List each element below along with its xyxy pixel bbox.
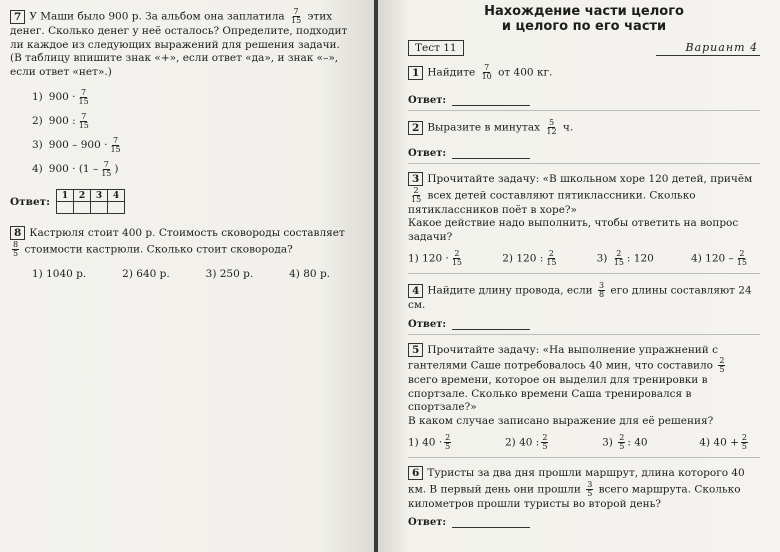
task-text: стоимости кастрюли. Сколько стоит сковорода? — [24, 243, 293, 255]
option: 3) 900 – 900 · $\frac{7}{15}$ — [32, 135, 121, 154]
option: 1) 1040 р. — [32, 267, 87, 280]
table-header: 1 — [57, 190, 74, 202]
task-number: 4 — [408, 284, 423, 298]
task-text: этих денег. Сколько денег у неё осталось? Определите, подходит ли каждое из следующих выражений для решения задачи. — [10, 10, 348, 51]
option: 2) 900 : $\frac{7}{15}$ — [32, 111, 89, 130]
answer-field: Ответ: — [408, 148, 760, 159]
test-header — [408, 40, 760, 56]
answer-label: Ответ: — [10, 195, 51, 208]
right-page — [378, 0, 780, 552]
task-number: 8 — [10, 226, 25, 240]
option: 2) 640 р. — [122, 267, 170, 280]
task-2: 2 Выразите в минутах $\frac{5}{12}$ ч. — [408, 119, 760, 136]
option: 2) 40 : $\frac{2}{5}$ — [504, 433, 548, 451]
option: 4) 80 р. — [289, 267, 330, 280]
task-number: 6 — [408, 466, 423, 480]
option: 4) 40 + $\frac{2}{5}$ — [699, 433, 747, 451]
task-1: 1 Найдите $\frac{7}{10}$ от 400 кг. — [408, 64, 760, 81]
test-label: Тест 11 — [408, 40, 464, 56]
answer-cell[interactable] — [108, 202, 125, 214]
option: 3) $\frac{2}{5}$ : 40 — [602, 433, 648, 451]
task-5: 5 Прочитайте задачу: «На выполнение упражнений с гантелями Саше потребовалось 40 мин, что составило $\frac{2}{5}$ всего времени, которое он выделил для тренировки в спортзале. Сколько времени Саша тренировался в спортзале?» В каком случае записано выражение для её решения? 1) 40 · $\frac{2}{5}$ 2) 40 : $\frac{2}{5}$ 3) $\frac{2}{5}$ : 40 4) 40 + $\frac{2}{5}$ — [408, 343, 760, 452]
task-number: 7 — [10, 10, 25, 24]
option: 3) 250 р. — [205, 267, 254, 280]
answer-block — [10, 189, 358, 214]
answer-input-line[interactable] — [452, 148, 530, 159]
table-header: 4 — [108, 190, 125, 202]
answer-input-line[interactable] — [452, 319, 530, 330]
fraction: $\frac{5}{12}$ — [546, 118, 557, 136]
options-list — [10, 85, 358, 181]
answer-field: Ответ: — [408, 95, 760, 106]
option: 2) 120 : $\frac{2}{15}$ — [502, 249, 557, 267]
task-7 — [10, 8, 358, 79]
answer-field: Ответ: — [408, 517, 760, 528]
fraction: $\frac{2}{5}$ — [719, 356, 725, 374]
task-number: 3 — [408, 172, 423, 186]
task-number: 2 — [408, 121, 423, 135]
options-row — [408, 434, 760, 451]
task-8 — [10, 226, 358, 258]
table-header: 3 — [91, 190, 108, 202]
page-title: Нахождение части целого и целого по его части — [484, 4, 684, 34]
task-number: 5 — [408, 343, 423, 357]
fraction: $\frac{7}{15}$ — [290, 7, 302, 25]
option: 1) 120 · $\frac{2}{15}$ — [408, 249, 463, 267]
options-row — [408, 250, 760, 267]
divider — [408, 273, 760, 274]
answer-input-line[interactable] — [452, 95, 530, 106]
answer-table — [56, 189, 125, 214]
fraction: $\frac{8}{5}$ — [13, 239, 19, 258]
fraction: $\frac{3}{8}$ — [598, 281, 605, 299]
divider — [408, 334, 760, 335]
table-header: 2 — [74, 190, 91, 202]
answer-cell[interactable] — [74, 202, 91, 214]
answer-cell[interactable] — [57, 202, 74, 214]
left-page — [0, 0, 374, 552]
options-row — [32, 268, 358, 280]
task-3: 3 Прочитайте задачу: «В школьном хоре 120 детей, причём $\frac{2}{15}$ всех детей составляют пятиклассники. Сколько пятиклассников поёт в хоре?» Какое действие надо выполнить, чтобы ответить на вопрос задачи? 1) 120 · $\frac{2}{15}$ 2) 120 : $\frac{2}{15}$ 3) $\frac{2}{15}$ : 120 4) 120 – $\frac{2}{15}$ — [408, 172, 760, 267]
option: 4) 120 – $\frac{2}{15}$ — [691, 249, 747, 267]
fraction: $\frac{7}{10}$ — [481, 63, 492, 81]
option: 3) $\frac{2}{15}$ : 120 — [596, 249, 654, 267]
fraction: $\frac{2}{15}$ — [411, 185, 422, 204]
fraction: $\frac{7}{15}$ — [110, 135, 121, 154]
divider — [408, 457, 760, 458]
answer-cell[interactable] — [91, 202, 108, 214]
task-text: У Маши было 900 р. За альбом она заплатила — [29, 10, 285, 23]
answer-input-line[interactable] — [452, 517, 530, 528]
fraction: $\frac{3}{5}$ — [587, 479, 593, 498]
task-text: Кастрюля стоит 400 р. Стоимость сковороды составляет — [29, 227, 345, 239]
task-4: 4 Найдите длину провода, если $\frac{3}{8}$ его длины составляют 24 см. — [408, 281, 752, 311]
task-note: (В таблицу впишите знак «+», если ответ «да», и знак «–», если ответ «нет».) — [10, 52, 339, 78]
divider — [408, 110, 760, 111]
fraction: $\frac{7}{15}$ — [101, 159, 112, 178]
task-number: 1 — [408, 66, 423, 80]
task-6: 6 Туристы за два дня прошли маршрут, длина которого 40 км. В первый день они прошли $\frac{3}{5}$ всего маршрута. Сколько километров прошли туристы во второй день? — [408, 467, 745, 510]
option: 4) 900 · (1 – $\frac{7}{15}$ ) — [32, 159, 119, 178]
answer-field: Ответ: — [408, 319, 760, 330]
fraction: $\frac{7}{15}$ — [78, 87, 89, 106]
option: 1) 900 · $\frac{7}{15}$ — [32, 87, 89, 106]
fraction: $\frac{7}{15}$ — [78, 111, 89, 130]
divider — [408, 163, 760, 164]
option: 1) 40 · $\frac{2}{5}$ — [408, 433, 451, 451]
variant-label: Вариант 4 — [656, 41, 761, 56]
